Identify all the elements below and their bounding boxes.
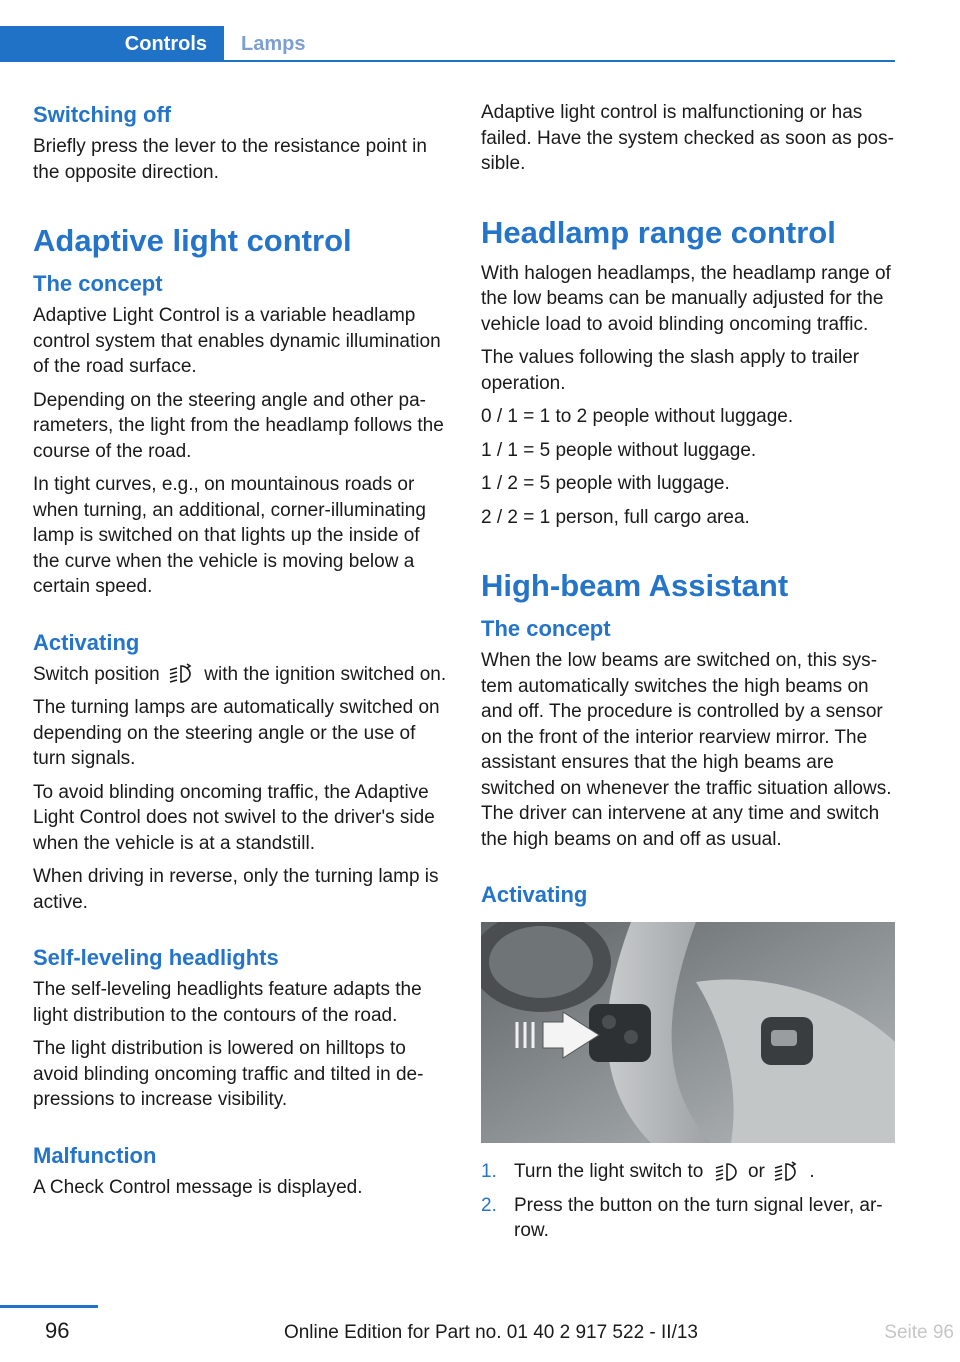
edition-text: Online Edition for Part no. 01 40 2 917 522 - II/13 <box>283 1322 698 1343</box>
activating-paragraph-4: When driving in reverse, only the turning lamp is active. <box>33 866 439 913</box>
header-chapter-tab: Lamps <box>241 33 306 55</box>
adaptive-light-icon <box>770 1161 804 1183</box>
selflevel-paragraph-1: The self-leveling headlights feature adapts the light distribution to the contours of the road. <box>33 979 422 1026</box>
step-2 <box>481 1193 897 1244</box>
malfunction-paragraph-1: A Check Control message is displayed. <box>33 1176 363 1198</box>
left-column <box>33 100 448 1208</box>
activating-paragraph-1 <box>33 662 448 688</box>
footer-rule <box>0 1305 98 1308</box>
switching-off-heading: Switching off <box>33 102 172 127</box>
hrc-value-3: 1 / 2 = 5 people with luggage. <box>481 473 730 494</box>
step-1-post: . <box>809 1161 815 1182</box>
hrc-value-1: 0 / 1 = 1 to 2 people without luggage. <box>481 406 794 427</box>
step-1-mid: or <box>747 1161 765 1182</box>
activating-paragraph-2: The turning lamps are automatically switched on depending on the steering angle or the use of turn signals. <box>33 697 440 769</box>
concept-paragraph-1: Adaptive Light Control is a variable headlamp control system that enables dynamic illumination of the road surface. <box>33 305 441 377</box>
step-1-pre: Turn the light switch to <box>514 1161 704 1182</box>
malfunction-heading: Malfunction <box>33 1142 157 1168</box>
hba-heading: High-beam Assistant <box>481 568 789 603</box>
step-1 <box>481 1159 897 1185</box>
switching-off-text: Briefly press the lever to the resistance point in the opposite direction. <box>33 136 427 183</box>
page-header <box>0 26 895 62</box>
hba-concept-paragraph: When the low beams are switched on, this system automatically switches the high beams on and off. The procedure is controlled by a sensor on the front of the interior rearview mirror. The assistant ensures that the high beams are switched on whenever the traffic situation allows. The driver can intervene at any time and switch the high beams on and off as usual. <box>481 650 892 850</box>
step-2-number: 2. <box>481 1194 497 1216</box>
right-column <box>481 100 897 1252</box>
activation-steps <box>481 1159 897 1244</box>
activating-pre: Switch position <box>33 663 160 685</box>
low-beam-icon <box>709 1161 743 1183</box>
hrc-value-4: 2 / 2 = 1 person, full cargo area. <box>481 506 750 528</box>
malfunction-paragraph-2: Adaptive light control is malfunctioning or has failed. Have the system checked as soon as possible. <box>481 102 894 174</box>
activating-post: with the ignition switched on. <box>204 663 447 685</box>
concept-paragraph-3: In tight curves, e.g., on mountainous roads or when turning, an additional, corner-illuminating lamp is switched on that lights up the inside of the curve when the vehicle is moving below a certain speed. <box>33 474 426 597</box>
hba-concept-heading: The concept <box>481 616 611 641</box>
hba-activating-heading: Activating <box>481 882 588 907</box>
step-1-number: 1. <box>481 1161 497 1182</box>
activating-heading: Activating <box>33 629 140 655</box>
concept-paragraph-2: Depending on the steering angle and other parameters, the light from the headlamp follows the course of the road. <box>33 389 444 462</box>
page-number: 96 <box>45 1318 70 1343</box>
selflevel-heading: Self-leveling headlights <box>33 945 279 970</box>
selflevel-paragraph-2: The light distribution is lowered on hilltops to avoid blinding oncoming traffic and tilted in depressions to increase visibility. <box>33 1038 424 1110</box>
concept-heading: The concept <box>33 271 163 296</box>
step-2-text: Press the button on the turn signal lever, arrow. <box>514 1194 883 1241</box>
activating-paragraph-3: To avoid blinding oncoming traffic, the Adaptive Light Control does not swivel to the driver's side when the vehicle is at a standstill. <box>33 781 435 854</box>
header-section-tab: Controls <box>0 26 224 62</box>
hrc-heading: Headlamp range control <box>481 214 836 250</box>
steering-wheel-image <box>481 922 895 1143</box>
header-rule <box>0 60 895 62</box>
hrc-paragraph-1: With halogen headlamps, the headlamp range of the low beams can be manually adjusted for the vehicle load to avoid blinding oncoming traffic. <box>481 262 891 335</box>
hrc-value-2: 1 / 1 = 5 people without luggage. <box>481 439 757 461</box>
hrc-paragraph-2: The values following the slash apply to trailer operation. <box>481 347 860 394</box>
alc-heading: Adaptive light control <box>33 223 352 258</box>
adaptive-light-icon <box>165 663 199 685</box>
watermark: Seite 96 <box>884 1322 954 1343</box>
